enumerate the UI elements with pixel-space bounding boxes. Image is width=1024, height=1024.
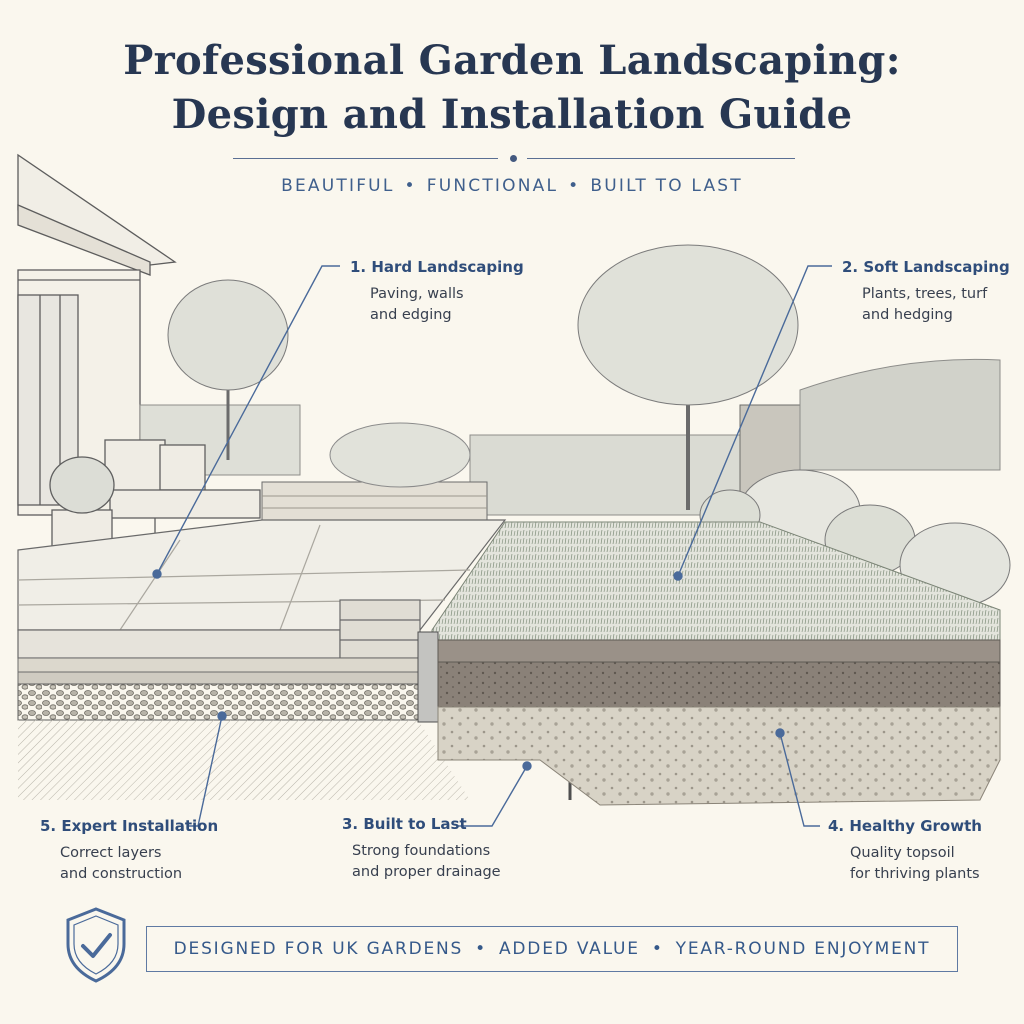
callout-description-line: and proper drainage: [352, 864, 501, 881]
callout-hard-landscaping: [350, 258, 524, 326]
paving-foundation-layers: [18, 658, 470, 800]
callout-description-line: Plants, trees, turf: [862, 286, 988, 302]
callout-built-to-last: [342, 815, 501, 883]
callout-description: [40, 843, 218, 885]
footer-item-uk-gardens: DESIGNED FOR UK GARDENS: [173, 939, 464, 959]
callout-heading: 2. Soft Landscaping: [842, 258, 1010, 276]
title-divider-right: [527, 158, 795, 159]
callout-description-line: and construction: [60, 866, 183, 883]
callout-heading: 5. Expert Installation: [40, 817, 219, 835]
footer-separator: •: [651, 939, 664, 959]
tagline-item-functional: FUNCTIONAL: [426, 176, 559, 196]
callout-healthy-growth: [828, 817, 982, 885]
callout-description: [828, 843, 982, 885]
callout-description: [350, 284, 524, 326]
tagline-item-built-to-last: BUILT TO LAST: [590, 176, 743, 196]
callout-description-line: Quality topsoil: [850, 845, 955, 861]
footer-banner: [146, 926, 958, 972]
callout-heading: 1. Hard Landscaping: [350, 258, 524, 276]
tagline: [0, 176, 1024, 196]
callout-expert-installation: [40, 817, 218, 885]
callout-description-line: and hedging: [862, 307, 953, 324]
shield-check-icon: [64, 906, 128, 984]
callout-heading: 3. Built to Last: [342, 815, 467, 833]
callout-description-line: Strong foundations: [352, 843, 491, 859]
callout-heading: 4. Healthy Growth: [828, 817, 982, 835]
anchor-dot-expert-installation: [218, 712, 226, 720]
callout-description: [342, 841, 501, 883]
tagline-separator: •: [568, 176, 581, 196]
title-divider-left: [233, 158, 498, 159]
tagline-separator: •: [404, 176, 417, 196]
footer-separator: •: [475, 939, 487, 959]
callout-description: [842, 284, 1010, 326]
anchor-dot-built-to-last: [523, 762, 531, 770]
callout-description-line: for thriving plants: [850, 866, 980, 883]
anchor-dot-soft-landscaping: [674, 572, 682, 580]
page-title-line-1: Professional Garden Landscaping:: [123, 37, 901, 84]
page-title-line-2: Design and Installation Guide: [171, 91, 853, 138]
callout-description-line: Correct layers: [60, 845, 162, 861]
callout-soft-landscaping: [842, 258, 1010, 326]
tagline-item-beautiful: BEAUTIFUL: [281, 176, 395, 196]
title-divider-dot: [510, 155, 517, 162]
footer-item-added-value: ADDED VALUE: [498, 939, 640, 959]
footer-item-year-round: YEAR-ROUND ENJOYMENT: [675, 939, 931, 959]
anchor-dot-hard-landscaping: [153, 570, 161, 578]
anchor-dot-healthy-growth: [776, 729, 784, 737]
soil-layers-sketch: [438, 640, 1000, 805]
callout-description-line: and edging: [370, 307, 452, 324]
callout-description-line: Paving, walls: [370, 286, 464, 302]
